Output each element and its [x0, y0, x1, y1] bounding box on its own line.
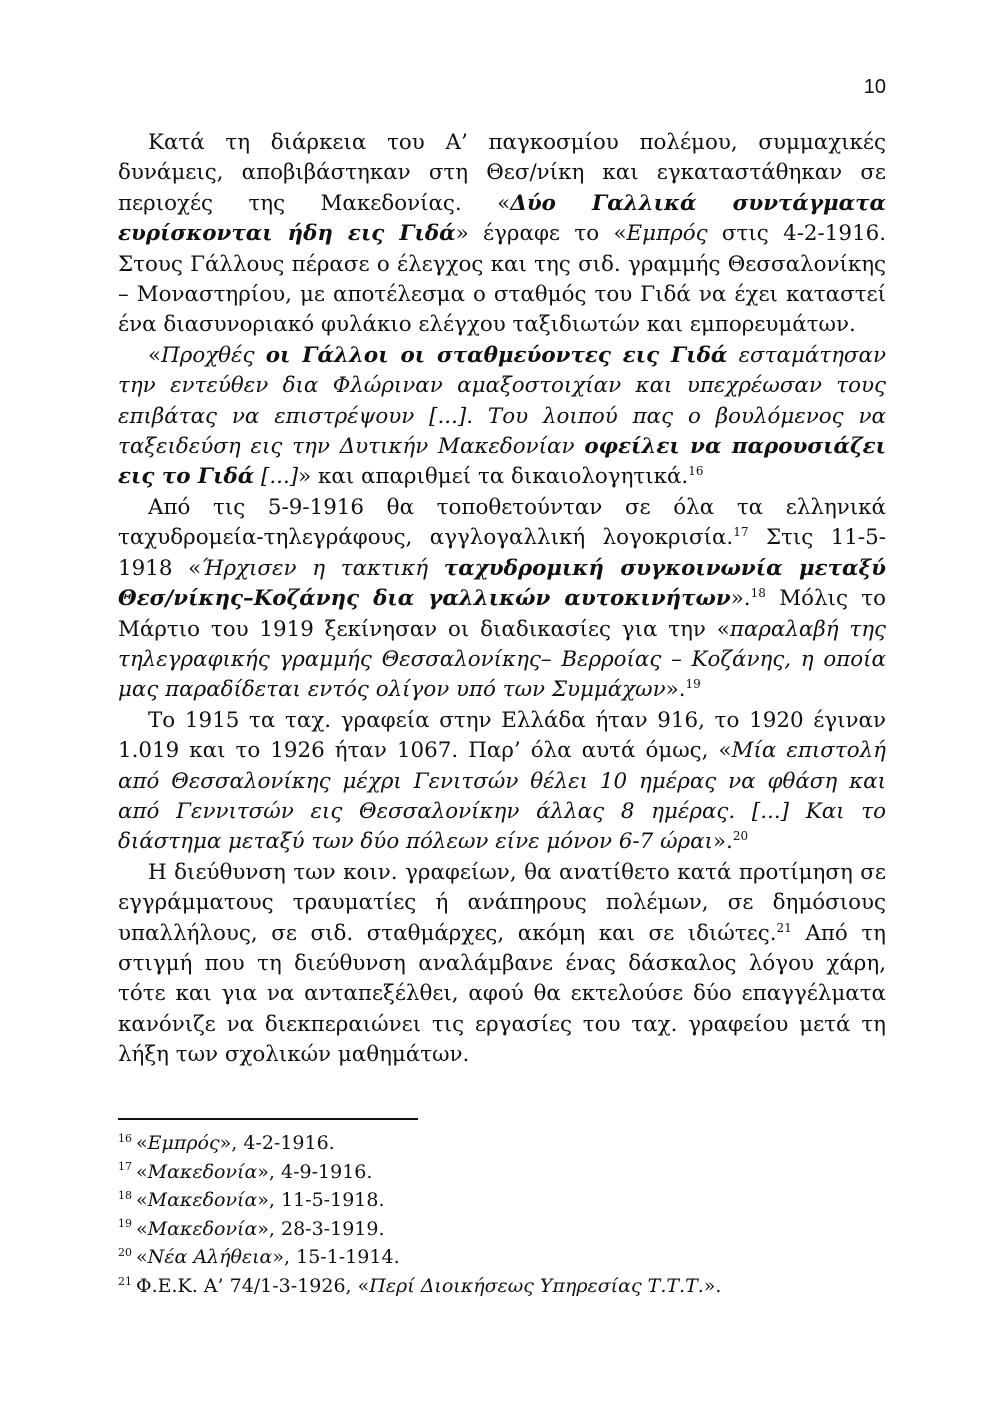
footnote-ref: 16 — [688, 464, 704, 479]
text-run: Από τη στιγμή που τη διεύθυνση αναλάμβανε ένας δάσκαλος λόγου χάρη, τότε και για να ανταπεξέλθει, αφού θα εκτελούσε δύο επαγγέλματα κανόνιζε να διεκπεραιώνει τις εργασίες του ταχ. γραφείου μετά τη λήξη των σχολικών μαθημάτων. — [118, 920, 886, 1068]
footnote: $^{18}$ «Μακεδονία», 11-5-1918. — [118, 1188, 385, 1212]
page-number: 10 — [863, 76, 886, 98]
text-run: εσταμάτησαν την εντεύθεν δια Φλώριναν αμαξοστοιχίαν και υπεχρέωσαν τους επιβάτας να επιστρέψουν [...]. Του λοιπού πας ο βουλόμενος να ταξειδεύση εις την Δυτικήν Μακεδονίαν — [118, 342, 886, 460]
footnote-number: 21 — [118, 1274, 132, 1288]
text-run: ». — [712, 829, 733, 855]
text-run: Το 1915 τα ταχ. γραφεία στην Ελλάδα ήταν 916, το 1920 έγιναν 1.019 και το 1926 ήταν 1067. Παρ’ όλα αυτά όμως, « — [118, 707, 886, 764]
footnotes — [118, 1129, 898, 1301]
text-run: στις 4-2-1916. Στους Γάλλους πέρασε ο έλεγχος και της σιδ. γραμμής Θεσσαλονίκης – Μοναστηρίου, με αποτέλεσμα ο σταθμός του Γιδά να έχει καταστεί ένα διασυνοριακό φυλάκιο ελέγχου ταξιδιωτών και εμπορευμάτων. — [118, 221, 887, 338]
footnote: $^{16}$ «Εμπρός», 4-2-1916. — [118, 1131, 335, 1154]
text-run: « — [148, 342, 162, 368]
footnote-prefix: Φ.Ε.Κ. Α’ 74/1-3-1926, — [136, 1274, 358, 1297]
footnote-source: Εμπρός — [147, 1132, 220, 1154]
text-run: Εμπρός — [626, 221, 708, 247]
paragraph — [118, 493, 886, 706]
paragraph — [118, 128, 886, 341]
footnote-source: Περί Διοικήσεως Υπηρεσίας Τ.Τ.Τ. — [369, 1274, 704, 1297]
text-run: ταχυδρομική συγκοινωνία μεταξύ Θεσ/νίκης–Κοζάνης δια γαλλικών αυτοκινήτων — [118, 555, 886, 612]
paragraph — [118, 706, 886, 858]
footnote: $^{19}$ «Μακεδονία», 28-3-1919. — [118, 1217, 385, 1240]
paragraph — [118, 341, 886, 493]
footnote-date: 4-2-1916. — [243, 1132, 335, 1154]
text-run: Μία επιστολή από Θεσσαλονίκης μέχρι Γενιτσών θέλει 10 ημέρας να φθάση και από Γεννιτσών εις Θεσσαλονίκην άλλας 8 ημέρας. [...] Και το διάστημα μεταξύ των δύο πόλεων είνε μόνον 6-7 ώραι — [118, 738, 886, 855]
footnote-source: Μακεδονία — [147, 1217, 258, 1240]
footnote-date: 11-5-1918. — [281, 1189, 385, 1212]
footnote-ref: 18 — [750, 585, 766, 600]
text-run: » έγραφε το « — [455, 221, 627, 247]
footnote-number: 17 — [118, 1160, 132, 1174]
text-run: Δύο Γαλλικά συντάγματα ευρίσκονται ήδη εις Γιδά — [118, 190, 886, 247]
footnote-ref: 17 — [733, 525, 749, 540]
footnote-source: Νέα Αλήθεια — [147, 1246, 273, 1269]
body-text — [118, 128, 886, 1071]
footnote-ref: 21 — [776, 920, 792, 935]
text-run: [...] — [254, 464, 299, 490]
footnote-date: 28-3-1919. — [281, 1217, 385, 1240]
text-run: οι Γάλλοι οι σταθμεύοντες εις Γιδά — [265, 342, 728, 368]
text-run: Μόλις το Μάρτιο του 1919 ξεκίνησαν οι διαδικασίες για την « — [118, 586, 886, 642]
footnote-number: 19 — [118, 1217, 132, 1231]
footnote-separator — [118, 1118, 418, 1120]
text-run: Προχθές — [161, 342, 266, 368]
text-run: Από τις 5-9-1916 θα τοποθετούνταν σε όλα τα ελληνικά ταχυδρομεία-τηλεγράφους, αγγλογαλλική λογοκρισία. — [118, 494, 886, 551]
footnote: $^{17}$ «Μακεδονία», 4-9-1916. — [118, 1160, 373, 1183]
footnote-source: Μακεδονία — [147, 1160, 258, 1183]
text-run: ». — [730, 586, 751, 612]
footnote-source: Μακεδονία — [147, 1189, 258, 1212]
text-run: παραλαβή της τηλεγραφικής γραμμής Θεσσαλονίκης– Βερροίας – Κοζάνης, η οποία μας παραδίδεται εντός ολίγον υπό των Συμμάχων — [118, 616, 887, 703]
footnote-date: 4-9-1916. — [281, 1160, 373, 1183]
footnote-number: 20 — [118, 1246, 132, 1260]
paragraph — [118, 858, 886, 1071]
footnote-number: 18 — [118, 1188, 132, 1202]
text-run: ». — [665, 677, 686, 703]
footnote-ref: 20 — [732, 829, 749, 844]
text-run: οφείλει να παρουσιάζει εις το Γιδά — [118, 434, 886, 490]
footnote-number: 16 — [118, 1131, 132, 1145]
footnote: $^{20}$ «Νέα Αλήθεια», 15-1-1914. — [118, 1246, 400, 1269]
footnote-date: 15-1-1914. — [296, 1246, 400, 1269]
text-run: Η διεύθυνση των κοιν. γραφείων, θα ανατίθετο κατά προτίμηση σε εγγράμματους τραυματίες ή ανάπηρους πολέμων, σε δημόσιους υπαλλήλους, σε σιδ. σταθμάρχες, ακόμη και σε ιδιώτες. — [118, 859, 886, 946]
text-run: » και απαριθμεί τα δικαιολογητικά. — [298, 464, 689, 490]
footnote: $^{21}$ Φ.Ε.Κ. Α’ 74/1-3-1926, «Περί Διοικήσεως Υπηρεσίας Τ.Τ.Τ.». — [118, 1274, 722, 1297]
text-run: Ήρχισεν η τακτική — [201, 555, 444, 581]
footnote-ref: 19 — [685, 677, 701, 692]
text-run: Κατά τη διάρκεια του Α’ παγκοσμίου πολέμου, συμμαχικές δυνάμεις, αποβιβάστηκαν στη Θεσ/νίκη και εγκαταστάθηκαν σε περιοχές της Μακεδονίας. « — [118, 130, 886, 216]
footnote-date: . — [715, 1274, 722, 1297]
text-run: Στις 11-5-1918 « — [118, 525, 886, 581]
